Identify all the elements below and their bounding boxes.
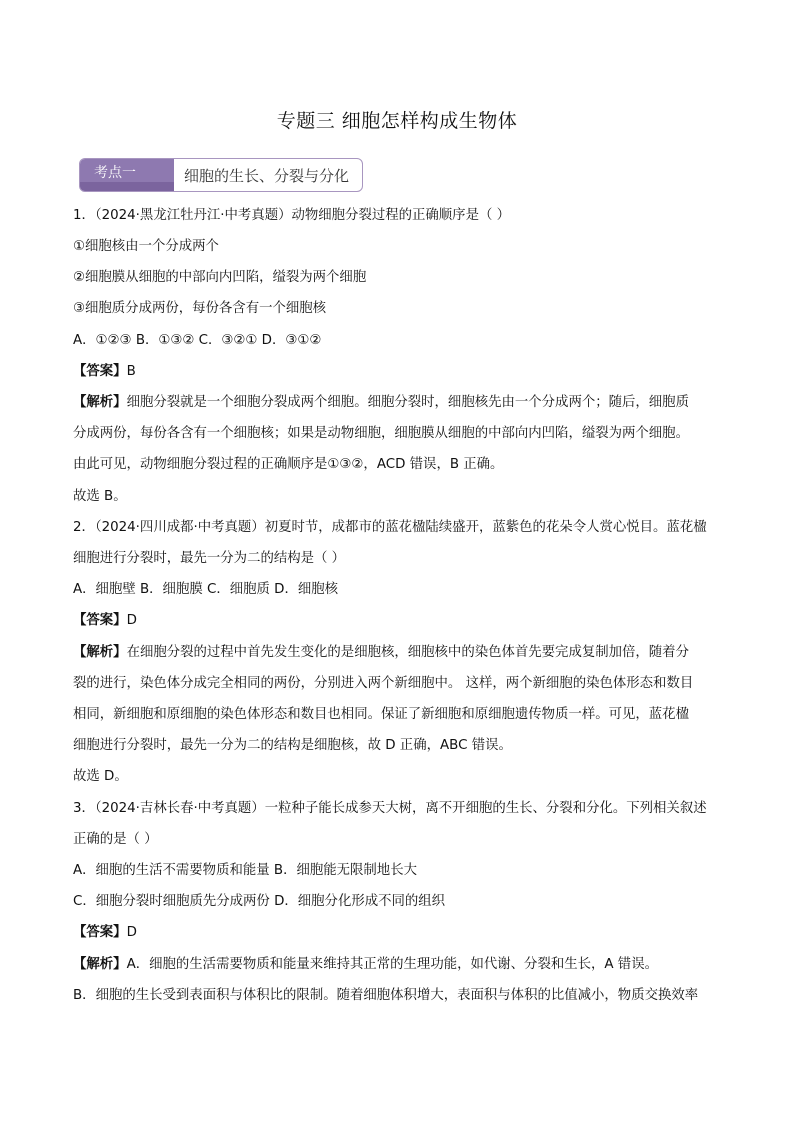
- q2-stem-line-1: 2．（2024·四川成都·中考真题）初夏时节，成都市的蓝花楹陆续盛开，蓝紫色的花朵令人赏心悦目。蓝花楹: [73, 520, 707, 535]
- q2-conclusion: 故选 D。: [73, 769, 128, 784]
- q2-analysis-line-4: 细胞进行分裂时，最先一分为二的结构是细胞核，故 D 正确，ABC 错误。: [73, 738, 512, 753]
- answer-label: 【答案】: [73, 925, 127, 940]
- answer-label: 【答案】: [73, 364, 127, 379]
- section-badge: [79, 158, 363, 192]
- analysis-label: 【解析】: [73, 645, 127, 660]
- q1-item-3: ③细胞质分成两份，每份各含有一个细胞核: [73, 301, 327, 316]
- q1-conclusion: 故选 B。: [73, 489, 127, 504]
- answer-label: 【答案】: [73, 613, 127, 628]
- page-title: 专题三 细胞怎样构成生物体: [276, 110, 518, 132]
- q3-stem-line-1: 3．（2024·吉林长春·中考真题）一粒种子能长成参天大树，离不开细胞的生长、分裂和分化。下列相关叙述: [73, 801, 707, 816]
- q1-stem: 1．（2024·黑龙江牡丹江·中考真题）动物细胞分裂过程的正确顺序是（ ）: [73, 208, 510, 223]
- q2-analysis-line-1: [73, 643, 689, 663]
- q1-analysis-line-3: 由此可见，动物细胞分裂过程的正确顺序是①③②，ACD 错误，B 正确。: [73, 457, 504, 472]
- analysis-text: A．细胞的生活需要物质和能量来维持其正常的生理功能，如代谢、分裂和生长，A 错误。: [126, 957, 658, 972]
- q1-item-1: ①细胞核由一个分成两个: [73, 239, 219, 254]
- q3-stem-line-2: 正确的是（ ）: [73, 832, 158, 847]
- q2-analysis-line-3: 相同，新细胞和原细胞的染色体形态和数目也相同。保证了新细胞和原细胞遗传物质一样。可见，蓝花楹: [73, 707, 689, 722]
- q3-options-ab: A．细胞的生活不需要物质和能量 B．细胞能无限制地长大: [73, 863, 417, 878]
- analysis-text: 在细胞分裂的过程中首先发生变化的是细胞核，细胞核中的染色体首先要完成复制加倍，随着分: [126, 645, 689, 660]
- q1-analysis-line-2: 分成两份，每份各含有一个细胞核；如果是动物细胞，细胞膜从细胞的中部向内凹陷，缢裂为两个细胞。: [73, 426, 689, 441]
- q1-options: A．①②③ B．①③② C．③②① D．③①②: [73, 333, 322, 348]
- q2-answer: [73, 611, 137, 631]
- q2-analysis-line-2: 裂的进行，染色体分成完全相同的两份，分别进入两个新细胞中。 这样，两个新细胞的染色体形态和数目: [73, 676, 694, 691]
- q2-options: A．细胞壁 B．细胞膜 C．细胞质 D．细胞核: [73, 582, 339, 597]
- q2-stem-line-2: 细胞进行分裂时，最先一分为二的结构是（ ）: [73, 551, 346, 566]
- answer-value: D: [126, 613, 137, 628]
- analysis-label: 【解析】: [73, 395, 127, 410]
- q3-options-cd: C．细胞分裂时细胞质先分成两份 D．细胞分化形成不同的组织: [73, 894, 446, 909]
- answer-value: B: [126, 364, 136, 379]
- section-key-label: 考点一: [94, 165, 136, 181]
- answer-value: D: [126, 925, 137, 940]
- section-topic-label: 细胞的生长、分裂与分化: [184, 167, 350, 185]
- q3-answer: [73, 923, 137, 943]
- q3-analysis-line-2: B．细胞的生长受到表面积与体积比的限制。随着细胞体积增大，表面积与体积的比值减小，物质交换效率: [73, 988, 699, 1003]
- analysis-label: 【解析】: [73, 957, 127, 972]
- q1-analysis-line-1: [73, 393, 689, 413]
- analysis-text: 细胞分裂就是一个细胞分裂成两个细胞。细胞分裂时，细胞核先由一个分成两个；随后，细胞质: [126, 395, 689, 410]
- q1-item-2: ②细胞膜从细胞的中部向内凹陷，缢裂为两个细胞: [73, 270, 367, 285]
- q1-answer: [73, 362, 136, 382]
- q3-analysis-line-1: [73, 955, 658, 975]
